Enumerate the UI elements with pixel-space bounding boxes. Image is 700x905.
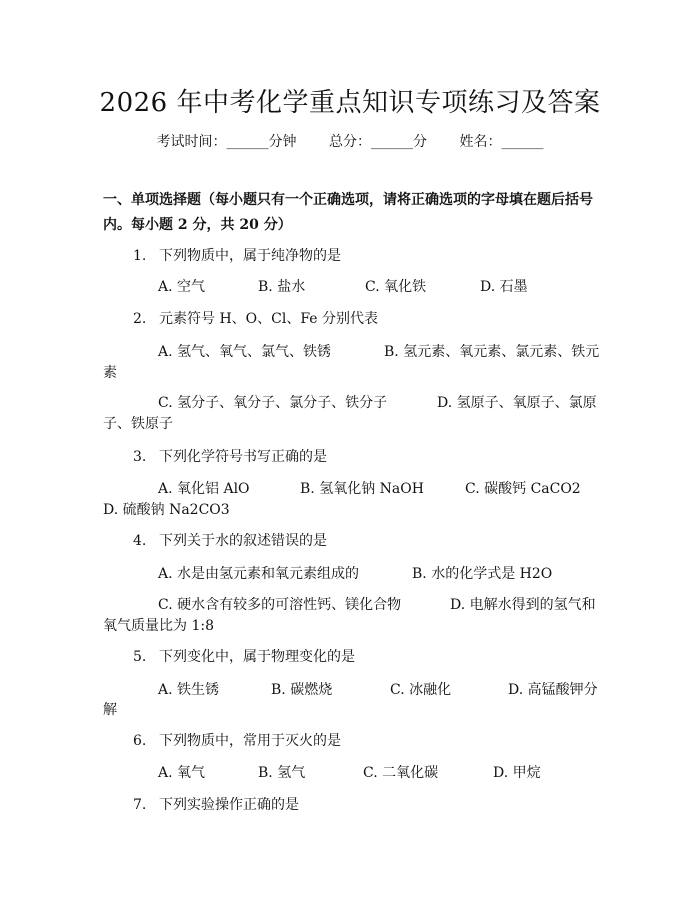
page-title: 2026 年中考化学重点知识专项练习及答案	[99, 88, 601, 118]
option-1a: A. 空气	[158, 279, 206, 295]
option-5c: C. 冰融化	[390, 682, 452, 698]
option-5b: B. 碳燃烧	[271, 682, 333, 698]
option-2a: A. 氢气、氧气、氯气、铁锈	[158, 344, 332, 360]
exam-time-field: 考试时间：______分钟	[156, 134, 297, 150]
question-7: 7. 下列实验操作正确的是	[133, 797, 299, 813]
option-1c: C. 氧化铁	[365, 279, 427, 295]
option-5a: A. 铁生锈	[158, 682, 220, 698]
option-2c: C. 氢分子、氧分子、氯分子、铁分子	[158, 395, 388, 411]
question-2: 2. 元素符号 H、O、Cl、Fe 分别代表	[133, 311, 379, 327]
option-2b-wrap: 素	[103, 365, 117, 381]
option-5d: D. 高锰酸钾分	[508, 682, 598, 698]
student-name-field: 姓名：______	[459, 134, 544, 150]
option-6b: B. 氢气	[258, 765, 306, 781]
option-1d: D. 石墨	[480, 279, 528, 295]
total-score-field: 总分：______分	[329, 134, 427, 150]
question-6: 6. 下列物质中，常用于灭火的是	[133, 733, 341, 749]
option-4d: D. 电解水得到的氢气和	[450, 597, 596, 613]
option-3b: B. 氢氧化钠 NaOH	[300, 481, 424, 497]
option-2b: B. 氢元素、氧元素、氯元素、铁元	[384, 344, 600, 360]
question-5: 5. 下列变化中，属于物理变化的是	[133, 649, 355, 665]
option-4a: A. 水是由氢元素和氧元素组成的	[158, 566, 360, 582]
option-3c: C. 碳酸钙 CaCO2	[465, 481, 581, 497]
option-3a: A. 氧化铝 AlO	[158, 481, 250, 497]
option-5d-wrap: 解	[103, 702, 117, 718]
option-6d: D. 甲烷	[493, 765, 541, 781]
question-1: 1. 下列物质中，属于纯净物的是	[133, 248, 341, 264]
option-3d: D. 硫酸钠 Na2CO3	[103, 502, 230, 518]
option-6a: A. 氧气	[158, 765, 206, 781]
option-1b: B. 盐水	[258, 279, 306, 295]
exam-info	[0, 131, 700, 151]
option-2d-wrap: 子、铁原子	[103, 416, 173, 432]
question-3: 3. 下列化学符号书写正确的是	[133, 449, 327, 465]
option-4d-wrap: 氧气质量比为 1:8	[103, 618, 214, 634]
question-4: 4. 下列关于水的叙述错误的是	[133, 533, 327, 549]
option-4c: C. 硬水含有较多的可溶性钙、镁化合物	[158, 597, 402, 613]
option-2d: D. 氢原子、氧原子、氯原	[437, 395, 597, 411]
option-4b: B. 水的化学式是 H2O	[412, 566, 553, 582]
section-heading: 一、单项选择题（每小题只有一个正确选项，请将正确选项的字母填在题后括号 内。每小题 2 分，共 20 分）	[103, 192, 593, 233]
option-6c: C. 二氧化碳	[363, 765, 439, 781]
